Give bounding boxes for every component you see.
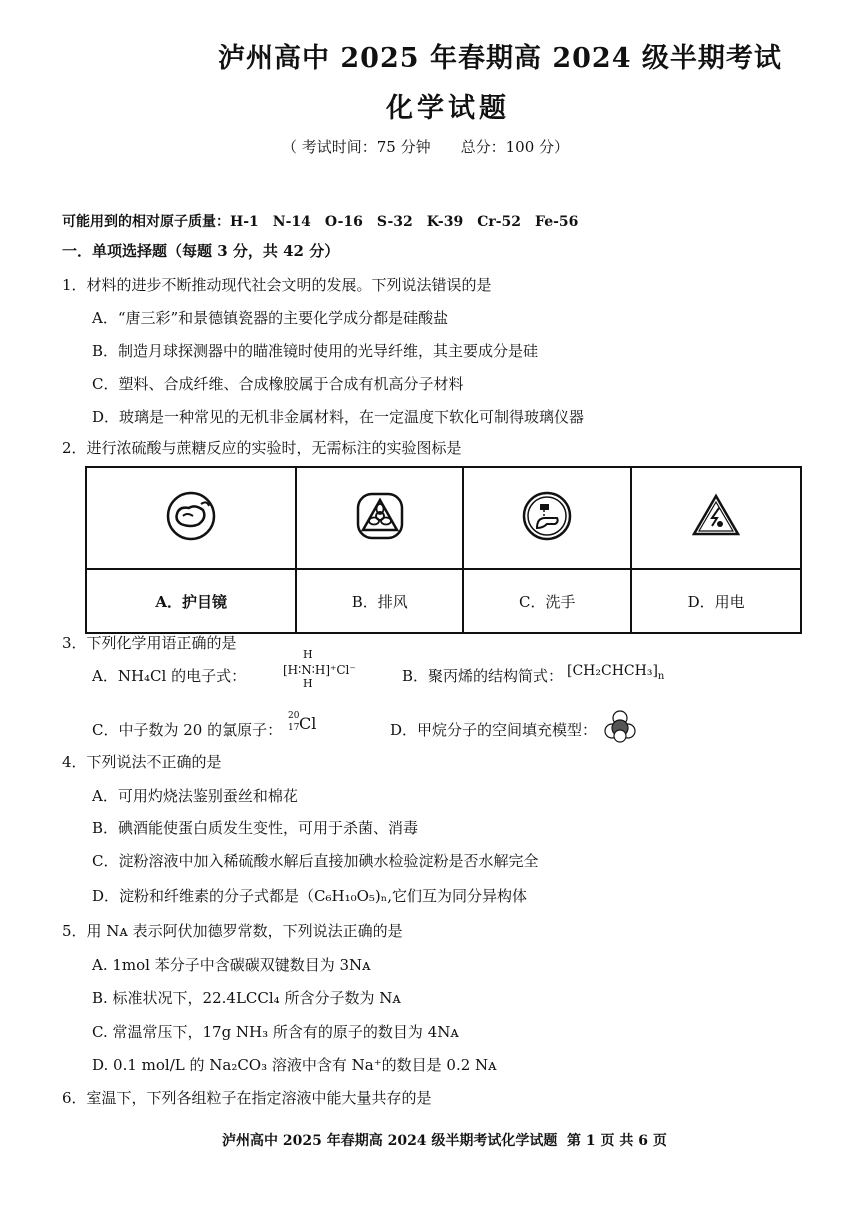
- q3-stem: 3．下列化学用语正确的是: [62, 634, 237, 652]
- q1-option-c: C．塑料、合成纤维、合成橡胶属于合成有机高分子材料: [92, 375, 464, 393]
- atomic-masses: 可能用到的相对原子质量：H-1 N-14 O-16 S-32 K-39 Cr-52 Fe-56: [62, 214, 579, 230]
- q1-stem: 1．材料的进步不断推动现代社会文明的发展。下列说法错误的是: [62, 276, 492, 294]
- option-label-a: A．护目镜: [155, 592, 227, 611]
- exam-info: （ 考试时间：75 分钟 总分：100 分）: [282, 138, 570, 156]
- q5-stem: 5．用 Nᴀ 表示阿伏加德罗常数，下列说法正确的是: [62, 922, 403, 940]
- page-number: 第 1 页 共 6 页: [567, 1133, 667, 1149]
- option-label-b: B．排风: [351, 592, 408, 611]
- q6-stem: 6．室温下，下列各组粒子在指定溶液中能大量共存的是: [62, 1089, 432, 1107]
- polypropylene-formula: [567, 663, 665, 682]
- q5-option-d: D. 0.1 mol/L 的 Na₂CO₃ 溶液中含有 Na⁺的数目是 0.2 Nᴀ: [92, 1056, 497, 1074]
- electricity-icon: [690, 490, 742, 542]
- lab-icon-table: [85, 466, 802, 634]
- label-cell-b: [296, 569, 463, 633]
- isotope-atomic-number: 17: [288, 723, 300, 733]
- hand-wash-icon: [521, 490, 573, 542]
- subject-title: 化学试题: [386, 93, 510, 124]
- exam-title: 泸州高中 2025 年春期高 2024 级半期考试: [218, 43, 782, 74]
- q4-option-a: A．可用灼烧法鉴别蚕丝和棉花: [92, 787, 298, 805]
- isotope-symbol: Cl: [299, 714, 317, 733]
- q4-stem: 4．下列说法不正确的是: [62, 753, 222, 771]
- footer-title: 泸州高中 2025 年春期高 2024 级半期考试化学试题: [222, 1133, 558, 1149]
- label-cell-a: [86, 569, 296, 633]
- goggles-icon: [165, 490, 217, 542]
- q3-option-c: C．中子数为 20 的氯原子：: [92, 721, 283, 739]
- q2-stem: 2．进行浓硫酸与蔗糖反应的实验时，无需标注的实验图标是: [62, 439, 462, 457]
- chlorine-isotope: [288, 711, 328, 739]
- q5-option-c: C. 常温常压下，17g NH₃ 所含有的原子的数目为 4Nᴀ: [92, 1023, 459, 1041]
- icon-cell-c: [463, 467, 631, 569]
- option-label-c: C．洗手: [519, 592, 576, 611]
- nh4cl-h-bottom: H: [303, 677, 313, 690]
- q3-option-b: B．聚丙烯的结构简式：: [402, 667, 564, 685]
- polymer-n: n: [657, 671, 665, 682]
- polypropylene-unit: [CH₂CHCH₃]: [567, 663, 658, 679]
- q1-option-a: A．“唐三彩”和景德镇瓷器的主要化学成分都是硅酸盐: [92, 309, 449, 327]
- option-label-d: D．用电: [687, 592, 745, 611]
- q4-option-c: C．淀粉溶液中加入稀硫酸水解后直接加碘水检验淀粉是否水解完全: [92, 852, 539, 870]
- methane-space-filling-model: [604, 709, 636, 743]
- icon-cell-d: [631, 467, 801, 569]
- label-cell-d: [631, 569, 801, 633]
- q3-option-d: D．甲烷分子的空间填充模型：: [390, 721, 598, 739]
- ventilation-icon: [354, 490, 406, 542]
- q4-option-b: B．碘酒能使蛋白质发生变性，可用于杀菌、消毒: [92, 819, 419, 837]
- isotope-mass-number: 20: [288, 711, 300, 721]
- q5-option-a: A. 1mol 苯分子中含碳碳双键数目为 3Nᴀ: [92, 956, 371, 974]
- q5-option-b: B. 标准状况下，22.4LCCl₄ 所含分子数为 Nᴀ: [92, 989, 401, 1007]
- nh4cl-electron-formula: [H∶N∶H]⁺Cl⁻: [283, 663, 356, 677]
- section-heading: 一．单项选择题（每题 3 分，共 42 分）: [62, 242, 340, 260]
- icon-cell-a: [86, 467, 296, 569]
- nh4cl-h-top: H: [303, 648, 313, 661]
- q1-option-d: D．玻璃是一种常见的无机非金属材料，在一定温度下软化可制得玻璃仪器: [92, 408, 585, 426]
- icon-cell-b: [296, 467, 463, 569]
- q4-option-d: D．淀粉和纤维素的分子式都是（C₆H₁₀O₅)ₙ,它们互为同分异构体: [92, 887, 528, 905]
- q1-option-b: B．制造月球探测器中的瞄准镜时使用的光导纤维，其主要成分是硅: [92, 342, 539, 360]
- q3-option-a: A．NH₄Cl 的电子式：: [92, 667, 247, 685]
- label-cell-c: [463, 569, 631, 633]
